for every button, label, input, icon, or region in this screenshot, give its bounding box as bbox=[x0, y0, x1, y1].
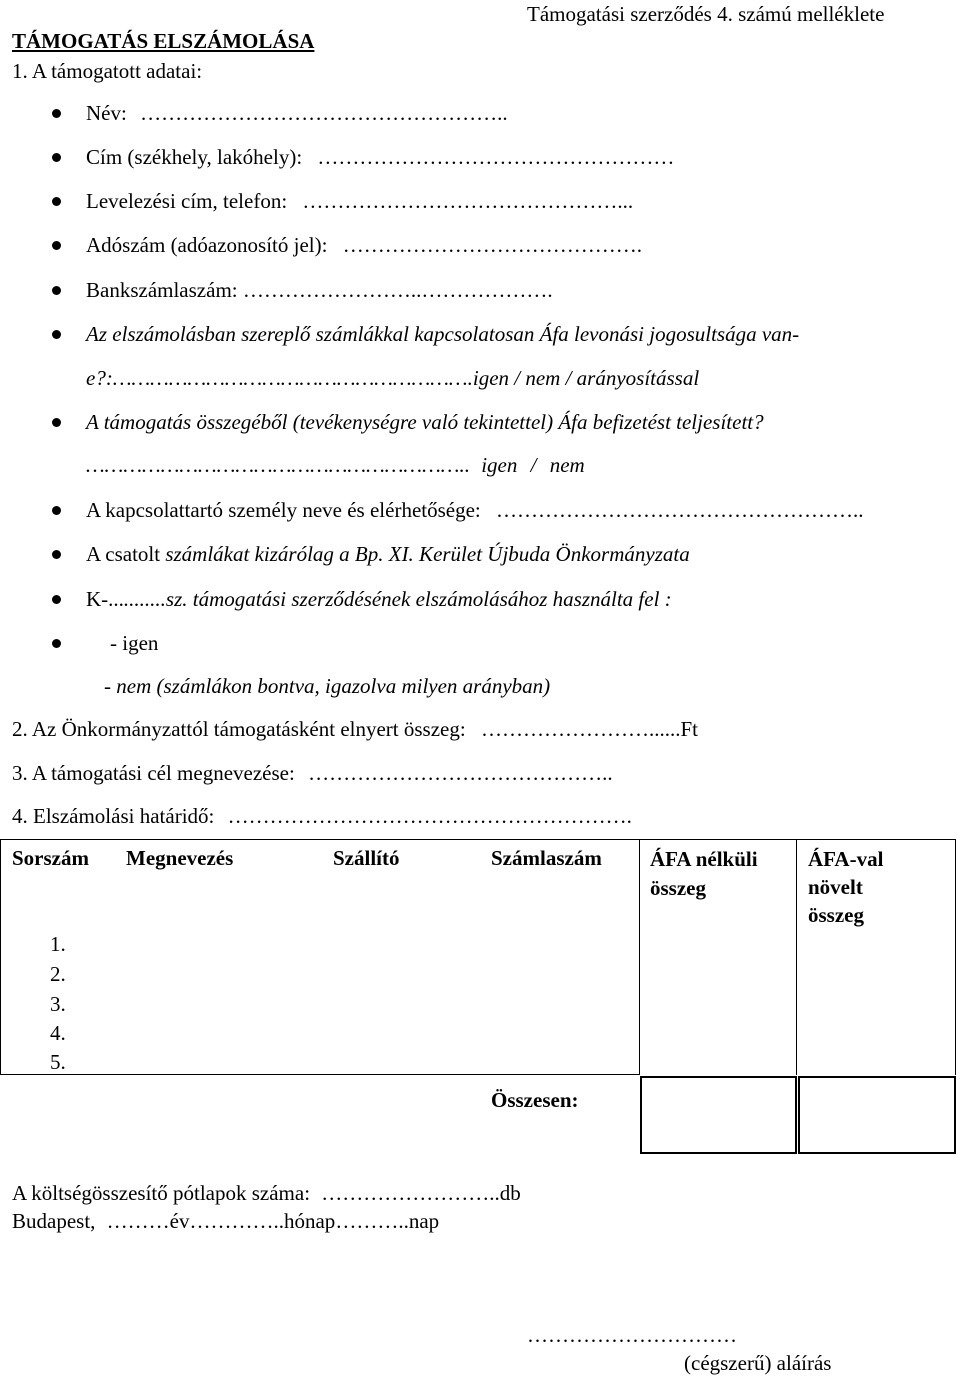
section-3-label: 3. A támogatási cél megnevezése: bbox=[12, 761, 295, 785]
section-2-dots: ……………………...... bbox=[480, 717, 681, 741]
name-label: Név: bbox=[86, 101, 127, 125]
bullet-icon bbox=[52, 109, 61, 118]
signature-dots: ………………………… bbox=[527, 1323, 737, 1347]
table-left-border bbox=[0, 839, 1, 1075]
section-3 bbox=[12, 760, 613, 786]
contact-label: A kapcsolattartó személy neve és elérhetősége: bbox=[86, 498, 481, 522]
invoices-line1-normal: A csatolt bbox=[86, 542, 161, 566]
bank-dots: ……………………..………………. bbox=[242, 278, 553, 302]
address-dots: …………………………………………… bbox=[317, 145, 675, 169]
bank-field bbox=[86, 277, 553, 303]
vat-q2-options: igen / nem bbox=[481, 453, 585, 477]
bank-label: Bankszámlaszám: bbox=[86, 278, 238, 302]
date-place: Budapest, bbox=[12, 1209, 96, 1233]
table-divider bbox=[796, 839, 797, 1075]
bullet-icon bbox=[52, 595, 61, 604]
vat-q1-dots: …………………………………………………. bbox=[112, 366, 473, 390]
vat-q1-options: igen / nem / arányosítással bbox=[472, 366, 700, 390]
invoices-line2-italic: ........sz. támogatási szerződésének elszámolásához használta fel : bbox=[123, 587, 672, 611]
day-label: nap bbox=[408, 1209, 440, 1233]
table-header-name: Megnevezés bbox=[126, 846, 234, 870]
bullet-icon bbox=[52, 639, 61, 648]
signature-label: (cégszerű) aláírás bbox=[684, 1351, 832, 1375]
year-label: év bbox=[169, 1209, 190, 1233]
table-right-border bbox=[955, 839, 956, 1075]
section-2 bbox=[12, 716, 698, 742]
invoices-line1-italic: számlákat kizárólag a Bp. XI. Kerület Újbuda Önkormányzata bbox=[165, 542, 690, 566]
document-title: TÁMOGATÁS ELSZÁMOLÁSA bbox=[12, 29, 315, 53]
invoices-line1 bbox=[86, 541, 690, 567]
total-label: Összesen: bbox=[491, 1088, 579, 1112]
table-divider bbox=[639, 839, 640, 1075]
bullet-icon bbox=[52, 153, 61, 162]
table-row-number: 1. bbox=[50, 932, 66, 956]
invoices-option-yes: - igen bbox=[110, 631, 159, 655]
total-gross-box bbox=[798, 1076, 956, 1154]
table-header-index: Sorszám bbox=[12, 846, 89, 870]
tax-field bbox=[86, 232, 642, 258]
vat-question-1-line2 bbox=[86, 365, 699, 391]
month-label: hónap bbox=[283, 1209, 336, 1233]
section-2-unit: Ft bbox=[680, 717, 698, 741]
invoices-line2 bbox=[86, 586, 672, 612]
date-line bbox=[12, 1208, 439, 1234]
table-header-invoice-number: Számlaszám bbox=[491, 846, 602, 870]
section-4-dots: …………………………………………………. bbox=[227, 804, 632, 828]
month-dots: ………….. bbox=[189, 1209, 284, 1233]
section-4-label: 4. Elszámolási határidő: bbox=[12, 804, 215, 828]
bullet-icon bbox=[52, 286, 61, 295]
vat-question-2-line2 bbox=[86, 452, 585, 478]
contact-field bbox=[86, 497, 864, 523]
table-top-border bbox=[0, 839, 955, 840]
bullet-icon bbox=[52, 506, 61, 515]
name-field bbox=[86, 100, 508, 126]
bullet-icon bbox=[52, 550, 61, 559]
bullet-icon bbox=[52, 330, 61, 339]
tax-dots: ……………………………………. bbox=[342, 233, 642, 257]
contact-dots: …………………………………………….. bbox=[496, 498, 864, 522]
section-3-dots: …………………………………….. bbox=[308, 761, 613, 785]
address-field bbox=[86, 144, 674, 170]
mail-dots: ………………………………………... bbox=[302, 189, 634, 213]
sheets-count bbox=[12, 1180, 521, 1206]
table-row-number: 5. bbox=[50, 1050, 66, 1074]
section-2-label: 2. Az Önkormányzattól támogatásként elnyert összeg: bbox=[12, 717, 466, 741]
table-row-number: 2. bbox=[50, 962, 66, 986]
bullet-icon bbox=[52, 197, 61, 206]
day-dots: ……….. bbox=[335, 1209, 409, 1233]
address-label: Cím (székhely, lakóhely): bbox=[86, 145, 303, 169]
mail-label: Levelezési cím, telefon: bbox=[86, 189, 288, 213]
bullet-icon bbox=[52, 241, 61, 250]
table-row-number: 3. bbox=[50, 992, 66, 1016]
table-header-gross-amount: ÁFA-val növelt összeg bbox=[808, 847, 884, 927]
vat-q1-prefix: e?: bbox=[86, 366, 113, 390]
name-dots: …………………………………………….. bbox=[140, 101, 508, 125]
mail-field bbox=[86, 188, 633, 214]
sheets-unit: db bbox=[499, 1181, 521, 1205]
tax-label: Adószám (adóazonosító jel): bbox=[86, 233, 328, 257]
total-net-box bbox=[640, 1076, 797, 1154]
section-1-heading: 1. A támogatott adatai: bbox=[12, 59, 203, 83]
table-header-net-amount: ÁFA nélküli összeg bbox=[650, 847, 758, 900]
sheets-dots: …………………….. bbox=[321, 1181, 500, 1205]
table-row-number: 4. bbox=[50, 1021, 66, 1045]
invoices-line2-normal: K-... bbox=[86, 587, 124, 611]
annex-label: Támogatási szerződés 4. számú melléklete bbox=[527, 2, 885, 26]
section-4 bbox=[12, 803, 632, 829]
vat-q2-dots: …………………………………………………….. bbox=[86, 453, 470, 477]
vat-question-2-line1: A támogatás összegéből (tevékenységre való tekintettel) Áfa befizetést teljesített? bbox=[86, 410, 764, 434]
sheets-label: A költségösszesítő pótlapok száma: bbox=[12, 1181, 311, 1205]
invoices-option-no: - nem (számlákon bontva, igazolva milyen arányban) bbox=[104, 674, 551, 698]
year-dots: ……… bbox=[106, 1209, 170, 1233]
table-bottom-border bbox=[0, 1074, 640, 1075]
table-header-supplier: Szállító bbox=[333, 846, 400, 870]
vat-question-1-line1: Az elszámolásban szereplő számlákkal kapcsolatosan Áfa levonási jogosultsága van- bbox=[86, 322, 800, 346]
bullet-icon bbox=[52, 418, 61, 427]
